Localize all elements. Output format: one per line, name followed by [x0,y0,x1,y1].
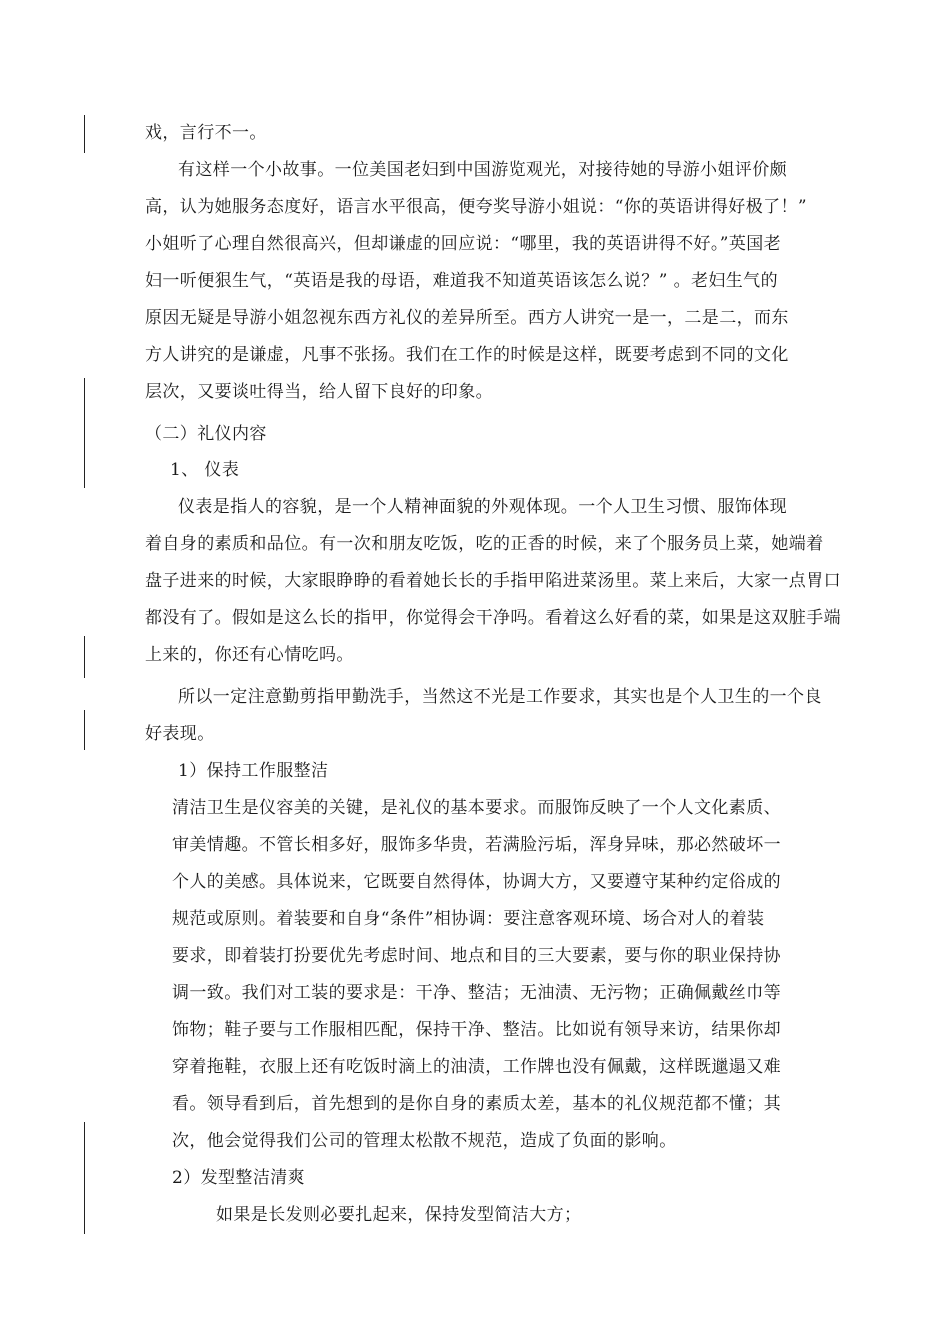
paragraph-line: 高，认为她服务态度好，语言水平很高，便夸奖导游小姐说：“你的英语讲得好极了！” [145,197,807,217]
paragraph-line: 都没有了。假如是这么长的指甲，你觉得会干净吗。看着这么好看的菜，如果是这双脏手端 [145,608,841,628]
paragraph-line: 审美情趣。不管长相多好，服饰多华贵，若满脸污垢，浑身异味，那必然破坏一 [172,835,781,855]
paragraph-line: 如果是长发则必要扎起来，保持发型简洁大方； [216,1205,582,1225]
revision-bar [84,710,85,750]
paragraph-line: 清洁卫生是仪容美的关键，是礼仪的基本要求。而服饰反映了一个人文化素质、 [172,798,781,818]
paragraph-line: 有这样一个小故事。一位美国老妇到中国游览观光，对接待她的导游小姐评价颇 [178,160,787,180]
paragraph-line: 原因无疑是导游小姐忽视东西方礼仪的差异所至。西方人讲究一是一，二是二，而东 [145,308,789,328]
paragraph-line: 规范或原则。着装要和自身“条件”相协调：要注意客观环境、场合对人的着装 [172,909,765,929]
paragraph-line: 要求，即着装打扮要优先考虑时间、地点和目的三大要素，要与你的职业保持协 [172,946,781,966]
paragraph-line: 妇一听便狠生气，“英语是我的母语，难道我不知道英语该怎么说？” 。老妇生气的 [145,271,778,291]
revision-bar [84,115,85,153]
list-heading: 2）发型整洁清爽 [172,1168,306,1188]
list-heading: 1）保持工作服整洁 [178,761,329,781]
paragraph-line: 次，他会觉得我们公司的管理太松散不规范，造成了负面的影响。 [172,1131,677,1151]
section-heading: （二）礼仪内容 [145,424,267,444]
revision-bar [84,378,85,488]
paragraph-line: 着自身的素质和品位。有一次和朋友吃饭，吃的正香的时候，来了个服务员上菜，她端着 [145,534,824,554]
paragraph-line: 调一致。我们对工装的要求是：干净、整洁；无油渍、无污物；正确佩戴丝巾等 [172,983,781,1003]
paragraph-line: 穿着拖鞋，衣服上还有吃饭时滴上的油渍，工作牌也没有佩戴，这样既邋遢又难 [172,1057,781,1077]
paragraph-line: 好表现。 [145,724,215,744]
paragraph-line: 所以一定注意勤剪指甲勤洗手，当然这不光是工作要求，其实也是个人卫生的一个良 [178,687,822,707]
paragraph-line: 方人讲究的是谦虚，凡事不张扬。我们在工作的时候是这样，既要考虑到不同的文化 [145,345,789,365]
paragraph-line: 小姐听了心理自然很高兴，但却谦虚的回应说：“哪里，我的英语讲得不好。”英国老 [145,234,782,254]
paragraph-line: 盘子进来的时候，大家眼睁睁的看着她长长的手指甲陷进菜汤里。菜上来后，大家一点胃口 [145,571,841,591]
paragraph-line: 戏，言行不一。 [145,123,267,143]
subsection-heading: 1、 仪表 [170,460,240,480]
paragraph-line: 层次，又要谈吐得当，给人留下良好的印象。 [145,382,493,402]
paragraph-line: 饰物；鞋子要与工作服相匹配，保持干净、整洁。比如说有领导来访，结果你却 [172,1020,781,1040]
paragraph-line: 看。领导看到后，首先想到的是你自身的素质太差，基本的礼仪规范都不懂；其 [172,1094,781,1114]
revision-bar [84,1122,85,1234]
paragraph-line: 上来的，你还有心情吃吗。 [145,645,354,665]
revision-bar [84,636,85,678]
paragraph-line: 个人的美感。具体说来，它既要自然得体，协调大方，又要遵守某种约定俗成的 [172,872,781,892]
paragraph-line: 仪表是指人的容貌，是一个人精神面貌的外观体现。一个人卫生习惯、服饰体现 [178,497,787,517]
